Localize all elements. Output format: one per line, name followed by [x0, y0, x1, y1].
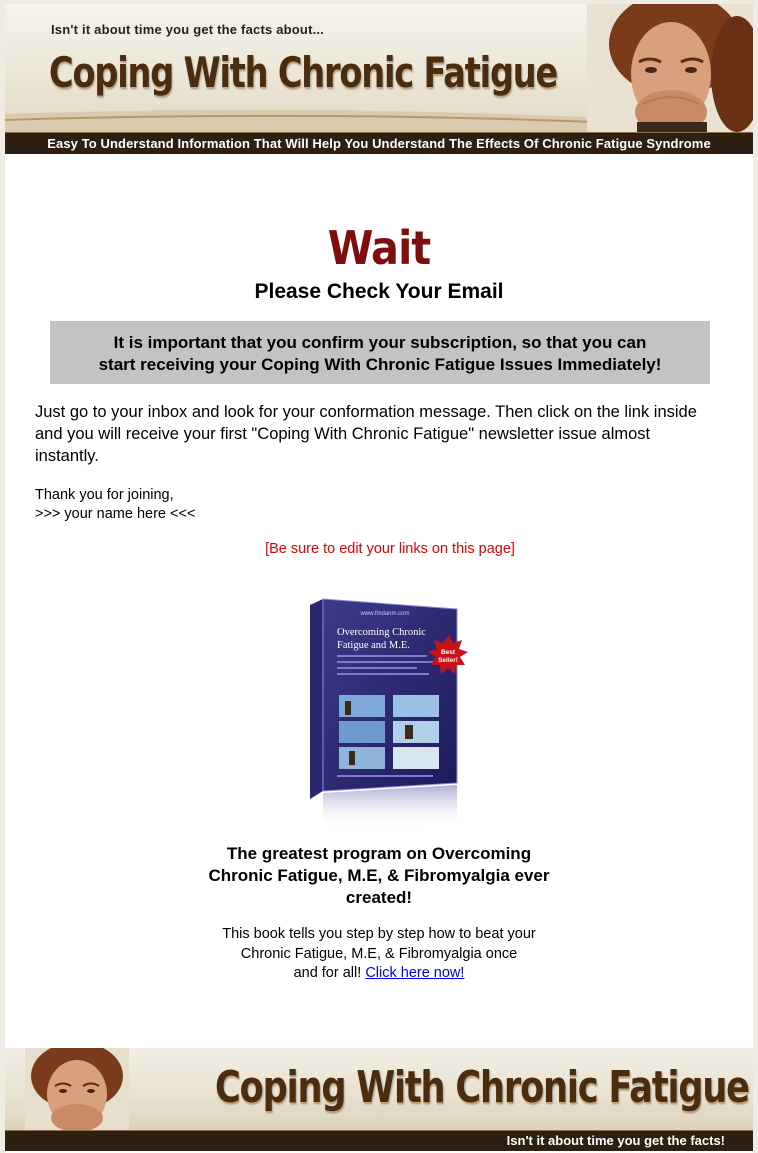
signature-placeholder: >>> your name here <<< [35, 506, 196, 522]
thanks-line: Thank you for joining, [35, 487, 174, 503]
footer-tagline-bar [5, 1130, 753, 1151]
click-here-link[interactable]: Click here now! [365, 965, 465, 981]
header-title: Coping With Chronic Fatigue [49, 48, 558, 97]
promo-description [5, 925, 753, 984]
woman-photo [587, 4, 753, 132]
header-teaser-text: Isn't it about time you get the facts about... [51, 22, 325, 37]
wait-heading: Wait [327, 221, 431, 275]
ebook-url: www.fmdanm.com [360, 611, 410, 617]
promo-heading-line: The greatest program on Overcoming [226, 844, 532, 863]
promo-text-line [5, 964, 753, 984]
footer-banner [5, 1048, 753, 1130]
promo-heading [5, 843, 753, 909]
promo-text-line-start: and for all! [293, 965, 362, 981]
woman-photo-footer [25, 1048, 129, 1130]
footer-title: Coping With Chronic Fatigue [215, 1062, 749, 1113]
header-banner [5, 4, 753, 132]
header-tagline: Easy To Understand Information That Will Help You Understand The Effects Of Chronic Fatigue Syndrome [47, 136, 711, 151]
thanks-block [35, 486, 195, 524]
promo-heading-line: created! [345, 888, 413, 907]
promo-text-line: This book tells you step by step how to beat your [222, 926, 536, 942]
page [5, 4, 753, 1153]
header-tagline-bar [5, 132, 753, 154]
ebook-badge-line2: Seller! [438, 657, 458, 664]
footer-tagline: Isn't it about time you get the facts! [506, 1133, 725, 1148]
ebook-badge-line1: Best [440, 649, 456, 656]
promo-heading-line: Chronic Fatigue, M.E, & Fibromyalgia ever [208, 866, 550, 885]
ebook-title-line2: Fatigue and M.E. [337, 640, 410, 651]
promo-text-line: Chronic Fatigue, M.E, & Fibromyalgia once [240, 945, 518, 962]
ebook-title-line1: Overcoming Chronic [337, 627, 426, 638]
ebook-cover-image[interactable] [285, 593, 485, 833]
check-email-heading: Please Check Your Email [254, 280, 504, 303]
notice-line-1: It is important that you confirm your subscription, so that you can [113, 333, 647, 352]
inbox-instructions: Just go to your inbox and look for your conformation message. Then click on the link inside and you will receive your first "Coping With Chronic Fatigue" newsletter issue almost instantly. [35, 403, 697, 465]
notice-line-2: start receiving your Coping With Chronic Fatigue Issues Immediately! [98, 355, 662, 374]
edit-links-note: [Be sure to edit your links on this page] [265, 541, 515, 557]
confirm-notice-box [50, 321, 710, 384]
